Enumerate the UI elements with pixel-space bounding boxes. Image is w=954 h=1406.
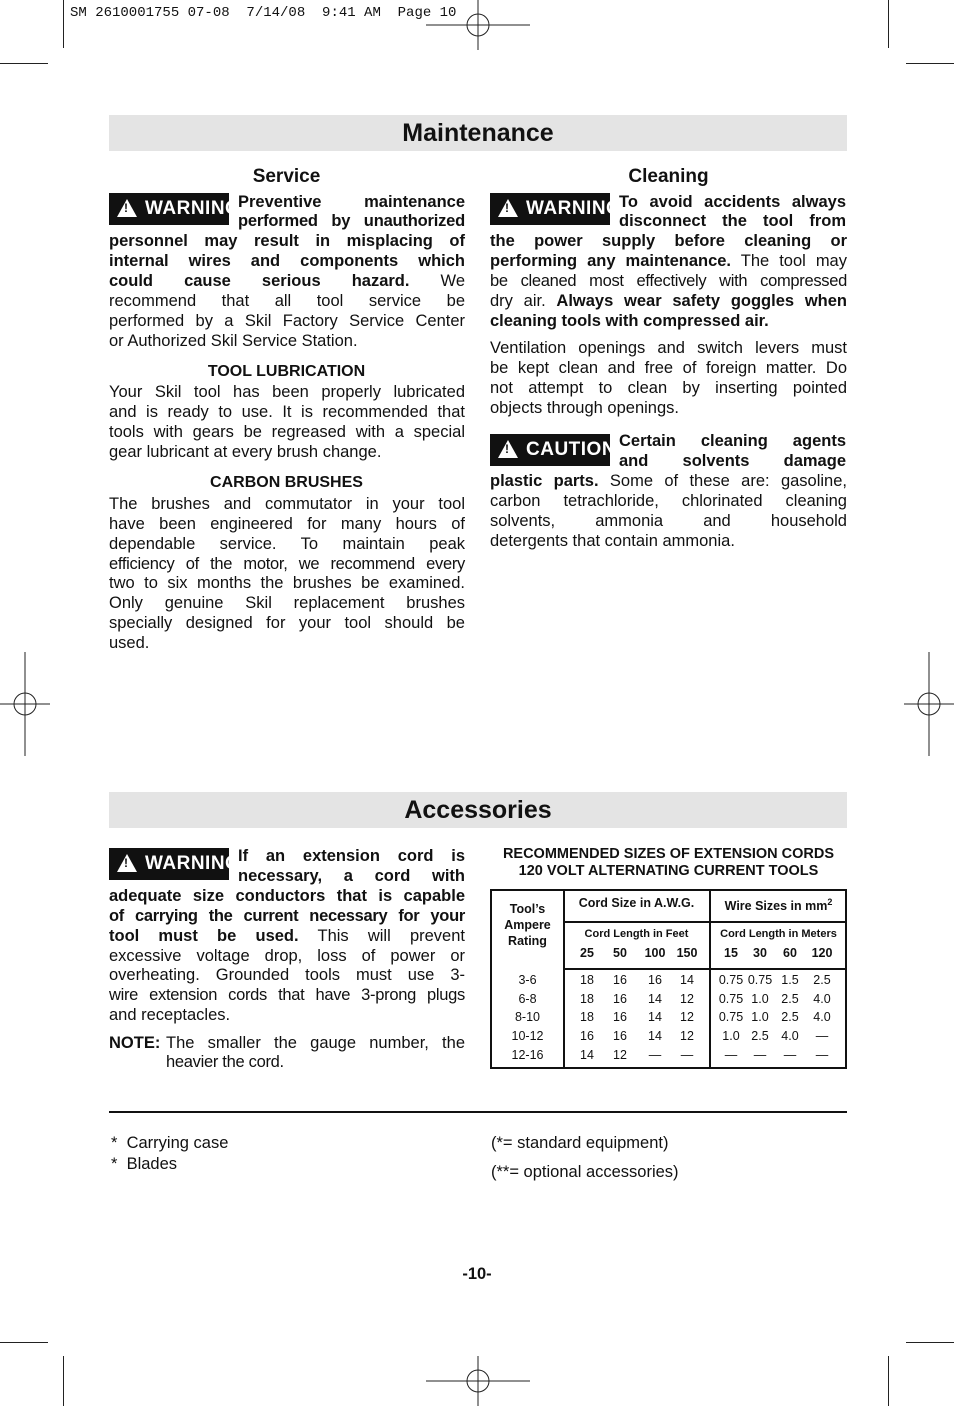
note-label: NOTE: (109, 1034, 161, 1052)
service-warning-line: could cause serious hazard. We (109, 272, 465, 290)
table-header-cell: 150 (676, 946, 698, 960)
table-cell: 18 (580, 992, 594, 1006)
crop-mark (0, 1342, 48, 1343)
brushes-line: Only genuine Skil replacement brushes (109, 594, 465, 612)
table-cell: 18 (580, 1010, 594, 1024)
table-cell: 10-12 (511, 1029, 544, 1043)
caution-line: and solvents damage (619, 452, 846, 470)
page-number: -10- (462, 1265, 492, 1283)
brushes-line: have been engineered for many hours of (109, 515, 465, 533)
table-cell: 14 (648, 1010, 662, 1024)
table-cell: 18 (580, 973, 594, 987)
table-cell: 16 (648, 973, 662, 987)
brushes-line: specially designed for your tool should be (109, 614, 465, 632)
registration-mark-left (0, 652, 50, 756)
crop-mark (63, 1356, 64, 1406)
lubrication-line: gear lubricant at every brush change. (109, 443, 382, 461)
table-header-cell: 50 (613, 946, 627, 960)
service-text-line: performed by a Skil Factory Service Center (109, 312, 465, 330)
accessory-item: * Blades (111, 1155, 178, 1173)
table-cell: 12 (680, 1029, 694, 1043)
table-cell: 14 (648, 992, 662, 1006)
accessories-warning-line: If an extension cord is (238, 847, 465, 865)
brushes-line: dependable service. To maintain peak (109, 535, 465, 553)
table-header-cell: 120 (811, 946, 833, 960)
table-cell: 4.0 (813, 992, 831, 1006)
table-header-cell: Cord Length in Feet (584, 928, 689, 940)
table-cell: 16 (613, 1029, 627, 1043)
accessories-text-line: wire extension cords that have 3-prong plugs (109, 986, 465, 1004)
legend-optional: (**= optional accessories) (491, 1163, 679, 1181)
brushes-line: used. (109, 634, 150, 652)
caution-line: carbon tetrachloride, chlorinated cleaning (490, 492, 847, 510)
table-cell: 16 (580, 1029, 594, 1043)
table-header-cell: Wire Sizes in $mm^2$ (724, 897, 833, 914)
warning-badge: ! WARNING (109, 193, 229, 225)
carbon-brushes-heading: CARBON BRUSHES (210, 474, 363, 491)
registration-mark-bottom (426, 1356, 530, 1406)
caution-line: solvents, ammonia and household (490, 512, 847, 530)
warning-badge: ! WARNING (490, 193, 610, 225)
table-cell: — (724, 1048, 738, 1062)
table-cell: 1.0 (751, 1010, 769, 1024)
table-cell: 1.0 (751, 992, 769, 1006)
table-cell: 4.0 (813, 1010, 831, 1024)
brushes-line: efficiency of the motor, we recommend every (109, 555, 465, 573)
crop-mark (0, 63, 48, 64)
table-cell: 12 (680, 1010, 694, 1024)
crop-mark (888, 1356, 889, 1406)
table-cell: 1.0 (722, 1029, 740, 1043)
caution-line: Certain cleaning agents (619, 432, 846, 450)
table-cell: 2.5 (781, 1010, 799, 1024)
accessories-text-line: overheating. Grounded tools must use 3- (109, 966, 465, 984)
table-cell: 0.75 (718, 1010, 744, 1024)
ventilation-line: not attempt to clean by inserting pointed (490, 379, 847, 397)
accessories-warning-line: tool must be used. This will prevent (109, 927, 465, 945)
cleaning-warning-line: the power supply before cleaning or (490, 232, 847, 250)
table-cell: 0.75 (718, 973, 744, 987)
ventilation-line: Ventilation openings and switch levers must (490, 339, 847, 357)
cleaning-text-line: dry air. Always wear safety goggles when (490, 292, 847, 310)
cleaning-text-line: be cleaned most effectively with compressed (490, 272, 847, 290)
caution-line: plastic parts. Some of these are: gasoline, (490, 472, 847, 490)
service-heading: Service (252, 166, 321, 187)
table-cell: 2.5 (813, 973, 831, 987)
table-header-cell: 25 (580, 946, 594, 960)
service-warning-line: personnel may result in misplacing of (109, 232, 465, 250)
registration-mark-right (904, 652, 954, 756)
table-cell: 4.0 (781, 1029, 799, 1043)
table-divider (563, 921, 847, 923)
table-cell: — (680, 1048, 694, 1062)
accessories-warning-line: necessary, a cord with (238, 867, 465, 885)
table-cell: 16 (613, 992, 627, 1006)
lubrication-line: and is ready to use. It is recommended that (109, 403, 465, 421)
table-cell: 16 (613, 973, 627, 987)
table-cell: — (815, 1029, 829, 1043)
crop-mark (63, 0, 64, 48)
table-header-cell: 15 (724, 946, 738, 960)
service-text-line: recommend that all tool service be (109, 292, 465, 310)
accessories-title: Accessories (109, 792, 847, 828)
table-header-cell: 30 (753, 946, 767, 960)
service-warning-line: performed by unauthorized (238, 212, 465, 230)
crop-mark (888, 0, 889, 48)
table-cell: 12 (680, 992, 694, 1006)
table-title: RECOMMENDED SIZES OF EXTENSION CORDS (502, 846, 835, 862)
table-cell: 2.5 (751, 1029, 769, 1043)
table-cell: — (815, 1048, 829, 1062)
accessories-warning-line: of carrying the current necessary for your (109, 907, 465, 925)
table-header-cell: 100 (644, 946, 666, 960)
table-cell: — (783, 1048, 797, 1062)
warning-badge: ! WARNING (109, 848, 229, 880)
table-cell: 2.5 (781, 992, 799, 1006)
lubrication-line: tools with gears be regreased with a special (109, 423, 465, 441)
note-text: heavier the cord. (166, 1053, 284, 1071)
accessories-text-line: excessive voltage drop, loss of power or (109, 947, 465, 965)
table-cell: 12 (613, 1048, 627, 1062)
table-cell: — (648, 1048, 662, 1062)
table-header-cell: 60 (783, 946, 797, 960)
table-cell: 16 (613, 1010, 627, 1024)
brushes-line: two to six months the brushes be examined. (109, 574, 465, 592)
accessory-item: * Carrying case (111, 1134, 229, 1152)
table-cell: — (753, 1048, 767, 1062)
table-header-cell: Rating (508, 934, 547, 948)
cleaning-warning-line: To avoid accidents always (619, 193, 846, 211)
table-divider (563, 889, 565, 1069)
legend-standard: (*= standard equipment) (491, 1134, 669, 1152)
table-title: 120 VOLT ALTERNATING CURRENT TOOLS (518, 863, 819, 879)
caution-line: detergents that contain ammonia. (490, 532, 735, 550)
table-cell: 12-16 (511, 1048, 544, 1062)
table-header-cell: Cord Size in A.W.G. (578, 896, 695, 910)
section-divider (109, 1111, 847, 1113)
print-header: SM 2610001755 07-08 7/14/08 9:41 AM Page 10 (70, 5, 457, 21)
table-cell: 14 (580, 1048, 594, 1062)
brushes-line: The brushes and commutator in your tool (109, 495, 465, 513)
table-divider (709, 889, 711, 1069)
table-cell: 3-6 (518, 973, 537, 987)
table-cell: 8-10 (514, 1010, 541, 1024)
table-header-cell: Ampere (504, 918, 551, 932)
table-cell: 14 (680, 973, 694, 987)
ventilation-line: objects through openings. (490, 399, 679, 417)
caution-badge: ! CAUTION (490, 434, 610, 466)
accessories-warning-line: adequate size conductors that is capable (109, 887, 465, 905)
crop-mark (906, 63, 954, 64)
maintenance-title: Maintenance (109, 115, 847, 151)
service-text-line: or Authorized Skil Service Station. (109, 332, 358, 350)
crop-mark (906, 1342, 954, 1343)
service-warning-line: Preventive maintenance (238, 193, 465, 211)
cleaning-heading: Cleaning (628, 166, 709, 187)
note-text: The smaller the gauge number, the (166, 1034, 465, 1052)
tool-lubrication-heading: TOOL LUBRICATION (207, 363, 366, 380)
table-header-cell: Tool’s (509, 902, 546, 916)
table-cell: 14 (648, 1029, 662, 1043)
service-warning-line: internal wires and components which (109, 252, 465, 270)
ventilation-line: be kept clean and free of foreign matter. Do (490, 359, 847, 377)
cleaning-warning-line: disconnect the tool from (619, 212, 846, 230)
table-divider (563, 968, 847, 970)
table-header-cell: Cord Length in Meters (720, 928, 837, 940)
table-cell: 1.5 (781, 973, 799, 987)
table-cell: 0.75 (718, 992, 744, 1006)
table-cell: 6-8 (518, 992, 537, 1006)
cleaning-text-line: cleaning tools with compressed air. (490, 312, 769, 330)
table-cell: 0.75 (747, 973, 773, 987)
accessories-text-line: and receptacles. (109, 1006, 231, 1024)
lubrication-line: Your Skil tool has been properly lubricated (109, 383, 465, 401)
cleaning-warning-line: performing any maintenance. The tool may (490, 252, 847, 270)
